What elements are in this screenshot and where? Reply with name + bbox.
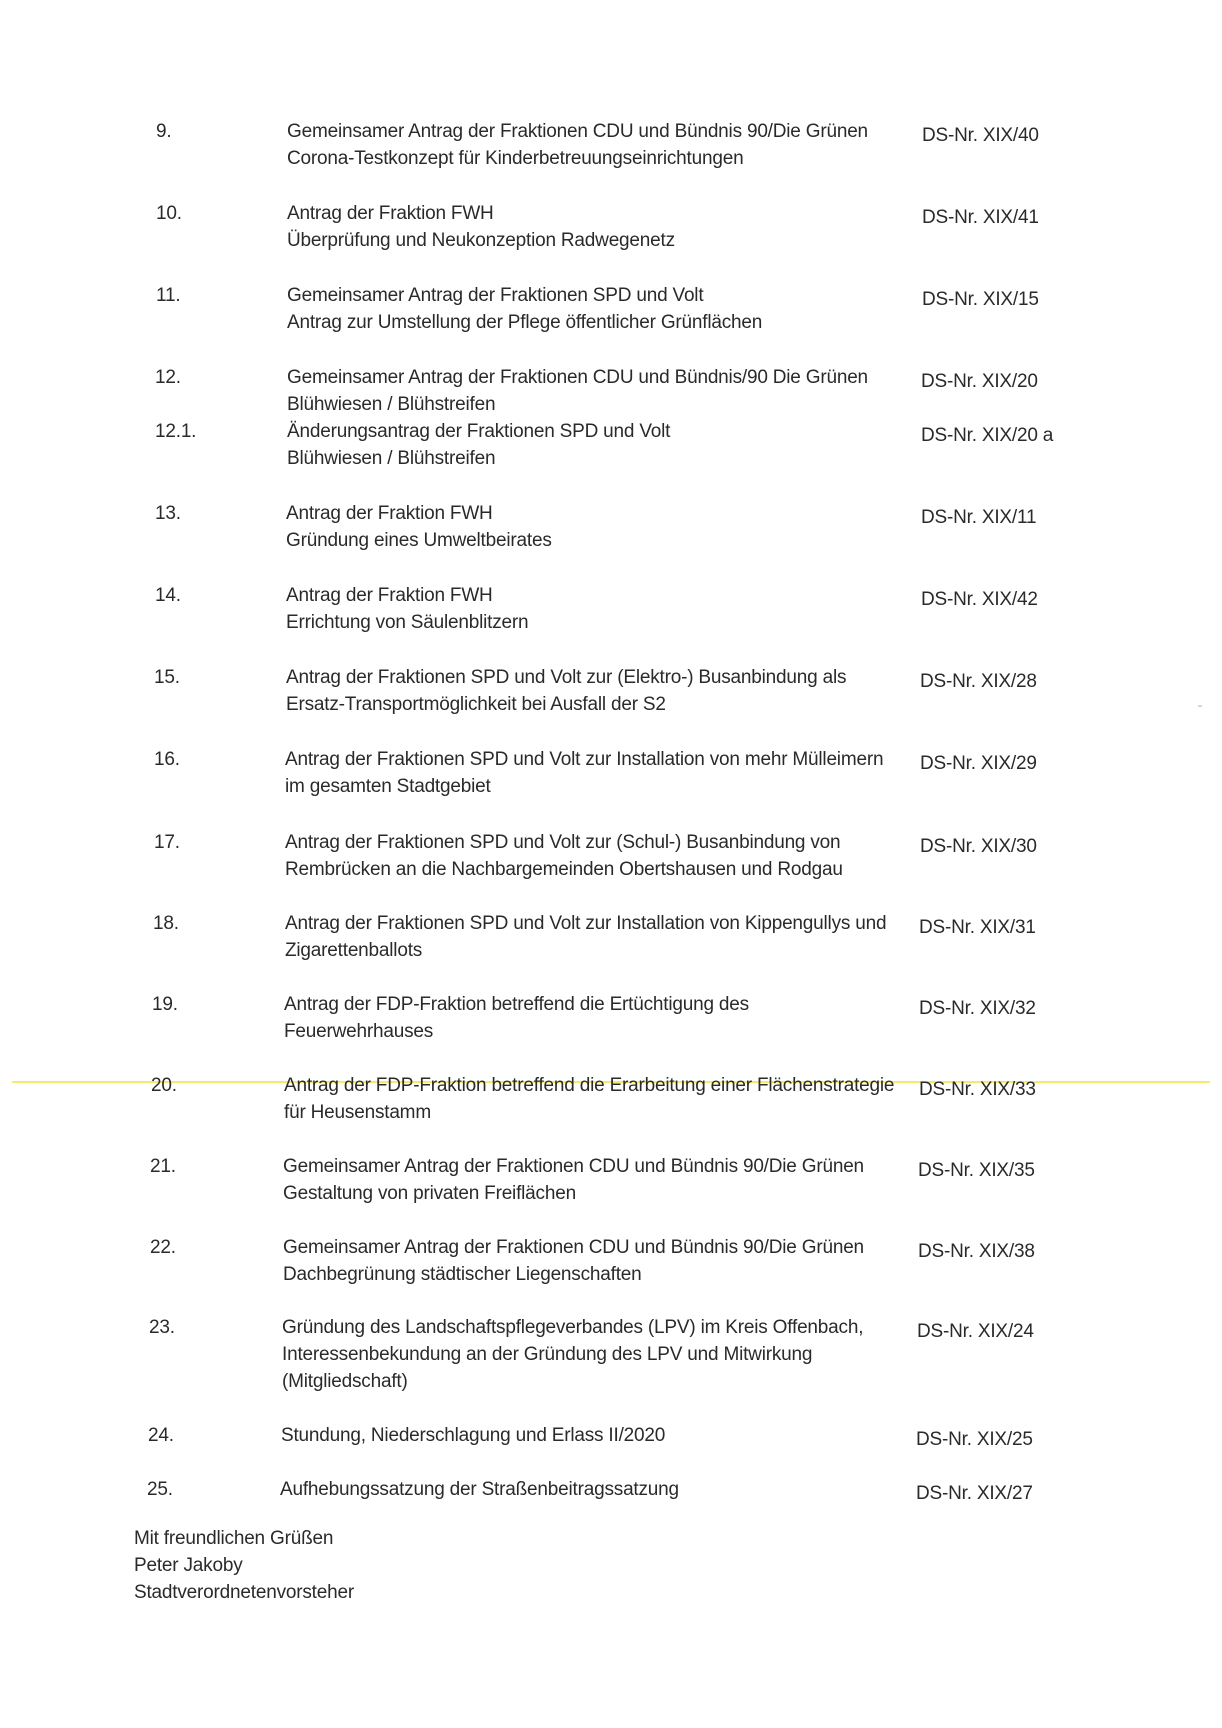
agenda-item-line: Gemeinsamer Antrag der Fraktionen CDU und Bündnis 90/Die Grünen xyxy=(287,121,868,142)
agenda-item-line: Gründung eines Umweltbeirates xyxy=(286,530,552,551)
agenda-item-text xyxy=(286,500,906,554)
agenda-item-text xyxy=(285,746,905,800)
agenda-item-ds-number: DS-Nr. XIX/32 xyxy=(919,998,1036,1019)
agenda-item-text xyxy=(285,829,905,883)
agenda-item-number: 19. xyxy=(152,994,178,1015)
agenda-item-number: 9. xyxy=(156,121,172,142)
signatory-title: Stadtverordnetenvorsteher xyxy=(134,1582,354,1603)
agenda-item-line: Errichtung von Säulenblitzern xyxy=(286,612,529,633)
agenda-item-number: 10. xyxy=(156,203,182,224)
agenda-item-number: 17. xyxy=(154,832,180,853)
agenda-item-number: 22. xyxy=(150,1237,176,1258)
agenda-item-ds-number: DS-Nr. XIX/31 xyxy=(919,917,1036,938)
agenda-item-line: Antrag der Fraktion FWH xyxy=(286,503,493,524)
agenda-item-text xyxy=(280,1476,900,1503)
agenda-item-number: 24. xyxy=(148,1425,174,1446)
agenda-item-ds-number: DS-Nr. XIX/15 xyxy=(922,289,1039,310)
agenda-item-number: 12.1. xyxy=(155,421,197,442)
agenda-item-line: Gestaltung von privaten Freiflächen xyxy=(283,1183,576,1204)
agenda-item-ds-number: DS-Nr. XIX/41 xyxy=(922,207,1039,228)
agenda-item-number: 25. xyxy=(147,1479,173,1500)
agenda-item-line: (Mitgliedschaft) xyxy=(282,1371,408,1392)
agenda-item-ds-number: DS-Nr. XIX/29 xyxy=(920,753,1037,774)
agenda-item-line: für Heusenstamm xyxy=(284,1102,431,1123)
agenda-item-text xyxy=(287,118,907,172)
agenda-item-text xyxy=(287,200,907,254)
agenda-item-ds-number: DS-Nr. XIX/35 xyxy=(918,1160,1035,1181)
agenda-item-ds-number: DS-Nr. XIX/38 xyxy=(918,1241,1035,1262)
agenda-item-text xyxy=(285,910,905,964)
agenda-item-line: Blühwiesen / Blühstreifen xyxy=(287,448,496,469)
agenda-item-line: Gründung des Landschaftspflegeverbandes (LPV) im Kreis Offenbach, xyxy=(282,1317,864,1338)
agenda-item-number: 14. xyxy=(155,585,181,606)
closing-greeting: Mit freundlichen Grüßen xyxy=(134,1528,334,1549)
agenda-item-ds-number: DS-Nr. XIX/30 xyxy=(920,836,1037,857)
agenda-item-number: 15. xyxy=(154,667,180,688)
agenda-item-text xyxy=(287,282,907,336)
agenda-item-line: Antrag der FDP-Fraktion betreffend die Erarbeitung einer Flächenstrategie xyxy=(284,1075,895,1096)
agenda-item-line: Änderungsantrag der Fraktionen SPD und Volt xyxy=(287,421,671,442)
agenda-item-line: Blühwiesen / Blühstreifen xyxy=(287,394,496,415)
agenda-item-text xyxy=(284,1072,904,1126)
agenda-item-number: 12. xyxy=(155,367,181,388)
agenda-item-line: Interessenbekundung an der Gründung des LPV und Mitwirkung xyxy=(282,1344,813,1365)
agenda-item-line: Antrag der Fraktion FWH xyxy=(287,203,494,224)
agenda-item-line: Ersatz-Transportmöglichkeit bei Ausfall der S2 xyxy=(286,694,666,715)
agenda-item-text xyxy=(286,582,906,636)
agenda-item-text xyxy=(287,364,907,418)
agenda-item-ds-number: DS-Nr. XIX/25 xyxy=(916,1429,1033,1450)
agenda-item-text xyxy=(283,1153,903,1207)
signatory-name: Peter Jakoby xyxy=(134,1555,243,1576)
agenda-item-line: Stundung, Niederschlagung und Erlass II/2020 xyxy=(281,1425,666,1446)
agenda-item-line: im gesamten Stadtgebiet xyxy=(285,776,491,797)
agenda-item-number: 18. xyxy=(153,913,179,934)
agenda-item-ds-number: DS-Nr. XIX/11 xyxy=(921,507,1037,528)
agenda-item-line: Antrag der Fraktionen SPD und Volt zur (Elektro-) Busanbindung als xyxy=(286,667,847,688)
agenda-item-text xyxy=(281,1422,901,1449)
agenda-item-number: 11. xyxy=(156,285,181,306)
agenda-item-line: Aufhebungssatzung der Straßenbeitragssatzung xyxy=(280,1479,679,1500)
agenda-item-line: Zigarettenballots xyxy=(285,940,423,961)
agenda-item-line: Antrag der Fraktion FWH xyxy=(286,585,493,606)
agenda-item-ds-number: DS-Nr. XIX/33 xyxy=(919,1079,1036,1100)
agenda-item-number: 16. xyxy=(154,749,180,770)
agenda-item-line: Gemeinsamer Antrag der Fraktionen CDU und Bündnis 90/Die Grünen xyxy=(283,1156,864,1177)
agenda-item-line: Gemeinsamer Antrag der Fraktionen CDU und Bündnis/90 Die Grünen xyxy=(287,367,868,388)
agenda-item-ds-number: DS-Nr. XIX/24 xyxy=(917,1321,1034,1342)
agenda-item-number: 21. xyxy=(150,1156,176,1177)
agenda-item-line: Gemeinsamer Antrag der Fraktionen SPD und Volt xyxy=(287,285,704,306)
agenda-item-line: Gemeinsamer Antrag der Fraktionen CDU und Bündnis 90/Die Grünen xyxy=(283,1237,864,1258)
agenda-item-line: Feuerwehrhauses xyxy=(284,1021,434,1042)
closing-block xyxy=(134,1525,354,1606)
agenda-item-ds-number: DS-Nr. XIX/27 xyxy=(916,1483,1033,1504)
agenda-item-text xyxy=(284,991,904,1045)
agenda-item-line: Antrag der Fraktionen SPD und Volt zur Installation von Kippengullys und xyxy=(285,913,887,934)
agenda-item-text xyxy=(287,418,907,472)
agenda-item-line: Überprüfung und Neukonzeption Radwegenetz xyxy=(287,230,675,251)
agenda-item-line: Antrag der Fraktionen SPD und Volt zur Installation von mehr Mülleimern xyxy=(285,749,884,770)
agenda-item-line: Rembrücken an die Nachbargemeinden Obertshausen und Rodgau xyxy=(285,859,843,880)
agenda-item-ds-number: DS-Nr. XIX/28 xyxy=(920,671,1037,692)
agenda-item-line: Dachbegrünung städtischer Liegenschaften xyxy=(283,1264,642,1285)
agenda-item-line: Antrag der FDP-Fraktion betreffend die Ertüchtigung des xyxy=(284,994,749,1015)
agenda-item-line: Corona-Testkonzept für Kinderbetreuungseinrichtungen xyxy=(287,148,744,169)
agenda-item-ds-number: DS-Nr. XIX/42 xyxy=(921,589,1038,610)
agenda-item-ds-number: DS-Nr. XIX/40 xyxy=(922,125,1039,146)
agenda-item-number: 23. xyxy=(149,1317,175,1338)
agenda-item-text xyxy=(283,1234,903,1288)
agenda-item-line: Antrag der Fraktionen SPD und Volt zur (Schul-) Busanbindung von xyxy=(285,832,841,853)
agenda-item-ds-number: DS-Nr. XIX/20 xyxy=(921,371,1038,392)
agenda-item-ds-number: DS-Nr. XIX/20 a xyxy=(921,425,1054,446)
agenda-item-number: 13. xyxy=(155,503,181,524)
agenda-item-text xyxy=(282,1314,902,1395)
agenda-item-text xyxy=(286,664,906,718)
agenda-item-line: Antrag zur Umstellung der Pflege öffentlicher Grünflächen xyxy=(287,312,763,333)
agenda-item-number: 20. xyxy=(151,1075,177,1096)
